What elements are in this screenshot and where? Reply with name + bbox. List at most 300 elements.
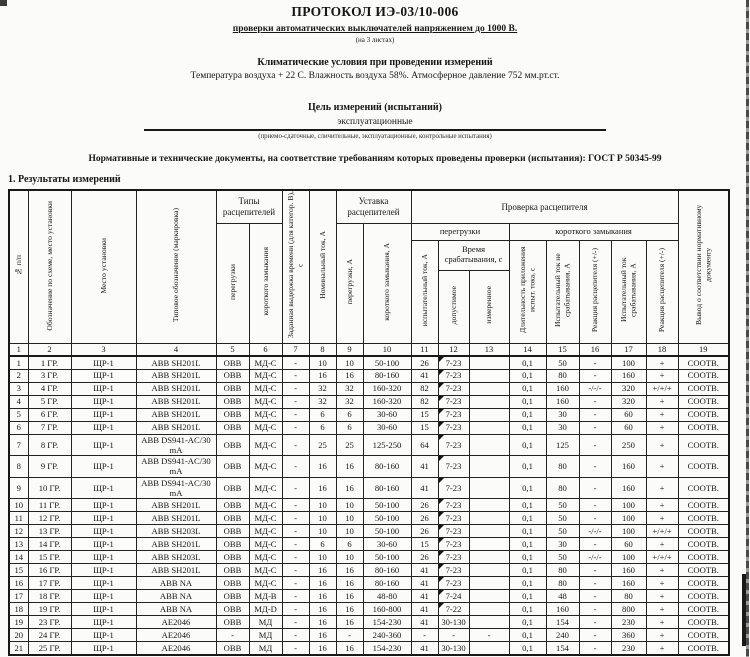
header-col17-label: Испытательный ток срабатывания, А — [619, 257, 638, 323]
table-cell: ABB DS941-AC/30 mA — [136, 456, 216, 478]
table-header — [9, 190, 729, 356]
table-cell: ОВВ — [216, 525, 249, 538]
table-cell: ОВВ — [216, 564, 249, 577]
table-cell: 10 — [309, 551, 336, 564]
table-cell: 16 — [336, 564, 363, 577]
table-cell: ABB SH201L — [136, 408, 216, 421]
table-cell: 50 — [546, 512, 579, 525]
table-cell: 30-60 — [363, 408, 411, 421]
table-cell: 16 ГР. — [28, 564, 71, 577]
table-cell: 30-130 — [438, 616, 469, 629]
table-cell: 60 — [611, 408, 646, 421]
table-cell: ABB SH201L — [136, 512, 216, 525]
table-cell: 10 — [336, 551, 363, 564]
table-cell: 154 — [546, 642, 579, 655]
table-cell: 0,1 — [509, 590, 546, 603]
table-cell — [469, 577, 509, 590]
table-cell: 16 — [336, 577, 363, 590]
table-cell: 25 — [336, 434, 363, 456]
table-cell: + — [646, 499, 678, 512]
column-number-row — [9, 343, 729, 356]
table-cell: 16 — [9, 577, 28, 590]
header-col12-allowed — [438, 270, 469, 343]
table-cell: СООТВ. — [678, 395, 729, 408]
table-cell: 48-80 — [363, 590, 411, 603]
table-cell: 6 — [309, 408, 336, 421]
table-cell: - — [282, 356, 309, 369]
table-cell: 125-250 — [363, 434, 411, 456]
table-cell: 6 — [336, 421, 363, 434]
table-cell: 32 — [336, 382, 363, 395]
table-cell: 30 — [546, 421, 579, 434]
table-cell: 250 — [611, 434, 646, 456]
table-cell: 10 — [309, 525, 336, 538]
table-cell: 10 — [309, 512, 336, 525]
table-cell: 0,1 — [509, 538, 546, 551]
table-cell — [469, 434, 509, 456]
column-number-cell: 16 — [579, 343, 611, 356]
table-cell: 64 — [411, 434, 438, 456]
table-cell: 50-100 — [363, 525, 411, 538]
column-number-cell: 13 — [469, 343, 509, 356]
page-subtitle: проверки автоматических выключателей напряжением до 1000 В. — [232, 24, 518, 34]
table-cell: 154 — [546, 616, 579, 629]
table-cell: 32 — [336, 395, 363, 408]
table-cell: - — [579, 538, 611, 551]
table-cell: 17 — [9, 590, 28, 603]
table-cell: 7-23 — [438, 577, 469, 590]
table-cell: 80-160 — [363, 477, 411, 499]
table-cell: + — [646, 395, 678, 408]
table-cell: + — [646, 356, 678, 369]
column-number-cell: 5 — [216, 343, 249, 356]
table-cell: 2 — [9, 369, 28, 382]
table-cell: 0,1 — [509, 408, 546, 421]
table-cell: 320 — [611, 395, 646, 408]
table-cell: ABB NA — [136, 603, 216, 616]
table-cell: ABB SH203L — [136, 551, 216, 564]
table-cell — [469, 382, 509, 395]
table-cell: ABB NA — [136, 577, 216, 590]
table-cell: 80 — [611, 590, 646, 603]
table-cell: 41 — [411, 456, 438, 478]
column-number-cell: 14 — [509, 343, 546, 356]
table-cell: 30-130 — [438, 642, 469, 655]
table-cell: + — [646, 577, 678, 590]
table-cell: 15 ГР. — [28, 551, 71, 564]
table-cell: - — [579, 408, 611, 421]
header-group-short-check: короткого замыкания — [509, 223, 678, 240]
table-cell: ABB NA — [136, 590, 216, 603]
table-cell: -/-/- — [579, 525, 611, 538]
table-cell: 100 — [611, 551, 646, 564]
table-cell: МД-С — [249, 525, 282, 538]
column-number-cell: 11 — [411, 343, 438, 356]
table-cell: - — [282, 382, 309, 395]
table-cell: ЩР-1 — [71, 525, 136, 538]
table-cell: 10 — [336, 499, 363, 512]
table-cell: + — [646, 603, 678, 616]
table-cell: ЩР-1 — [71, 512, 136, 525]
table-cell: ОВВ — [216, 369, 249, 382]
table-row — [9, 421, 729, 434]
table-cell: 10 — [336, 525, 363, 538]
table-cell: 41 — [411, 642, 438, 655]
page-title: ПРОТОКОЛ ИЭ-03/10-006 — [291, 4, 459, 19]
table-cell: 26 — [411, 512, 438, 525]
table-cell: 10 — [309, 356, 336, 369]
table-cell: - — [579, 499, 611, 512]
column-number-cell: 9 — [336, 343, 363, 356]
table-cell: 1 ГР. — [28, 356, 71, 369]
table-row — [9, 525, 729, 538]
table-cell: - — [282, 477, 309, 499]
table-cell: 100 — [611, 525, 646, 538]
table-cell: АЕ2046 — [136, 629, 216, 642]
table-cell: - — [336, 629, 363, 642]
table-cell: - — [282, 603, 309, 616]
column-number-cell: 8 — [309, 343, 336, 356]
table-cell: СООТВ. — [678, 456, 729, 478]
table-cell: ОВВ — [216, 456, 249, 478]
table-cell: 154-230 — [363, 616, 411, 629]
header-col4-type — [136, 190, 216, 343]
table-cell: 100 — [611, 512, 646, 525]
results-heading: 1. Результаты измерений — [8, 174, 121, 185]
header-col16-label: Реакция расцепителя (+/-) — [590, 248, 600, 333]
table-cell: 32 — [309, 382, 336, 395]
table-cell: 9 ГР. — [28, 456, 71, 478]
header-col1-label: № п/п — [14, 254, 23, 276]
table-cell: 7-23 — [438, 456, 469, 478]
sheets-note: (на 3 листах) — [355, 36, 395, 44]
header-group-time: Время срабатывания, с — [438, 240, 509, 270]
table-cell: СООТВ. — [678, 577, 729, 590]
table-cell: 16 — [309, 564, 336, 577]
table-cell: 16 — [336, 590, 363, 603]
table-cell: 30 — [546, 538, 579, 551]
table-cell: - — [282, 395, 309, 408]
table-cell: ОВВ — [216, 590, 249, 603]
table-cell: -/-/- — [579, 551, 611, 564]
table-row — [9, 477, 729, 499]
table-cell: 14 ГР. — [28, 538, 71, 551]
table-cell: 0,1 — [509, 629, 546, 642]
table-cell: - — [282, 512, 309, 525]
table-cell: 41 — [411, 369, 438, 382]
table-cell — [469, 499, 509, 512]
table-cell: СООТВ. — [678, 499, 729, 512]
header-col13-measured — [469, 270, 509, 343]
header-group-types: Типы расцепителей — [216, 190, 282, 223]
column-number-cell: 3 — [71, 343, 136, 356]
table-cell: ABB SH201L — [136, 382, 216, 395]
table-cell: 7-23 — [438, 369, 469, 382]
header-col12-label: допустимое — [448, 285, 458, 325]
table-cell: ABB SH201L — [136, 499, 216, 512]
column-number-cell: 4 — [136, 343, 216, 356]
table-cell: ЩР-1 — [71, 477, 136, 499]
table-cell: СООТВ. — [678, 356, 729, 369]
table-cell — [469, 356, 509, 369]
table-cell: - — [411, 629, 438, 642]
table-cell: 16 — [309, 616, 336, 629]
header-group-check: Проверка расцепителя — [411, 190, 678, 223]
table-cell — [469, 603, 509, 616]
table-cell: 0,1 — [509, 577, 546, 590]
table-cell: 16 — [336, 603, 363, 616]
table-cell — [469, 564, 509, 577]
table-cell: + — [646, 590, 678, 603]
table-cell: 160 — [611, 564, 646, 577]
table-cell: - — [282, 434, 309, 456]
table-cell: 16 — [336, 642, 363, 655]
table-row — [9, 616, 729, 629]
table-cell: - — [438, 629, 469, 642]
table-cell: ЩР-1 — [71, 603, 136, 616]
table-cell: ABB SH201L — [136, 421, 216, 434]
table-cell: - — [579, 629, 611, 642]
table-cell: + — [646, 421, 678, 434]
purpose-heading: Цель измерений (испытаний) — [307, 102, 443, 113]
table-cell: 0,1 — [509, 551, 546, 564]
table-cell: 80-160 — [363, 456, 411, 478]
table-cell: 160 — [611, 369, 646, 382]
header-col8-nominal — [309, 190, 336, 343]
table-cell: ОВВ — [216, 434, 249, 456]
table-cell: ЩР-1 — [71, 538, 136, 551]
table-cell: 15 — [411, 421, 438, 434]
table-cell: ABB SH201L — [136, 356, 216, 369]
table-cell: ОВВ — [216, 382, 249, 395]
table-cell: - — [579, 395, 611, 408]
table-cell: 0,1 — [509, 382, 546, 395]
header-col10-label: короткого замыкания, А — [382, 242, 392, 321]
table-cell: ЩР-1 — [71, 616, 136, 629]
table-cell: + — [646, 642, 678, 655]
table-row — [9, 551, 729, 564]
table-cell: ЩР-1 — [71, 629, 136, 642]
table-cell: ABB SH203L — [136, 525, 216, 538]
header-col11-test-current — [411, 240, 438, 343]
table-cell — [469, 538, 509, 551]
table-cell: ОВВ — [216, 477, 249, 499]
table-cell: 100 — [611, 356, 646, 369]
column-number-cell: 18 — [646, 343, 678, 356]
table-cell: 7-24 — [438, 590, 469, 603]
header-col6-short — [249, 223, 282, 343]
table-cell: - — [579, 616, 611, 629]
table-cell: 26 — [411, 551, 438, 564]
table-row — [9, 512, 729, 525]
table-cell: 30-60 — [363, 421, 411, 434]
table-cell: 0,1 — [509, 356, 546, 369]
table-cell: СООТВ. — [678, 603, 729, 616]
table-cell: 41 — [411, 616, 438, 629]
header-group-setting: Уставка расцепителей — [336, 190, 411, 223]
table-cell: СООТВ. — [678, 538, 729, 551]
table-cell: + — [646, 616, 678, 629]
table-cell — [469, 369, 509, 382]
table-cell: 16 — [336, 369, 363, 382]
table-cell: 11 — [9, 512, 28, 525]
table-cell: МД — [249, 629, 282, 642]
table-cell: - — [469, 629, 509, 642]
table-cell: ОВВ — [216, 616, 249, 629]
table-cell: 0,1 — [509, 369, 546, 382]
table-cell: ОВВ — [216, 356, 249, 369]
table-cell: 16 — [309, 477, 336, 499]
table-cell: 80 — [546, 456, 579, 478]
table-row — [9, 395, 729, 408]
table-cell: 0,1 — [509, 395, 546, 408]
table-cell: МД-С — [249, 456, 282, 478]
table-cell: СООТВ. — [678, 421, 729, 434]
table-cell: ABB SH201L — [136, 369, 216, 382]
table-row — [9, 382, 729, 395]
table-cell: ОВВ — [216, 395, 249, 408]
table-cell: 7-23 — [438, 564, 469, 577]
header-col18-reaction — [646, 240, 678, 343]
table-cell: ЩР-1 — [71, 382, 136, 395]
table-cell: 0,1 — [509, 525, 546, 538]
table-cell: ЩР-1 — [71, 577, 136, 590]
table-cell — [469, 408, 509, 421]
table-cell: - — [579, 421, 611, 434]
table-cell: 240-360 — [363, 629, 411, 642]
table-cell: ОВВ — [216, 538, 249, 551]
table-cell — [469, 477, 509, 499]
header-col11-label: испытательный ток, А — [419, 253, 429, 327]
header-group-overload-check: перегрузки — [411, 223, 509, 240]
table-cell: 26 — [411, 499, 438, 512]
table-cell: АЕ2046 — [136, 616, 216, 629]
table-cell: СООТВ. — [678, 382, 729, 395]
table-cell: ЩР-1 — [71, 499, 136, 512]
table-cell: 80-160 — [363, 577, 411, 590]
column-number-cell: 6 — [249, 343, 282, 356]
table-cell: 12 ГР. — [28, 512, 71, 525]
table-cell: 16 — [309, 456, 336, 478]
table-cell: - — [579, 356, 611, 369]
table-cell: - — [579, 477, 611, 499]
table-cell: - — [579, 603, 611, 616]
table-cell: 80 — [546, 564, 579, 577]
table-cell: 160 — [546, 395, 579, 408]
table-cell: ABB DS941-AC/30 mA — [136, 434, 216, 456]
column-number-cell: 12 — [438, 343, 469, 356]
table-cell: 360 — [611, 629, 646, 642]
table-cell: МД-С — [249, 356, 282, 369]
table-cell: - — [282, 551, 309, 564]
table-cell: 80 — [546, 577, 579, 590]
table-cell: 6 — [9, 421, 28, 434]
table-cell: 15 — [411, 408, 438, 421]
table-cell: +/+/+ — [646, 382, 678, 395]
table-cell: 10 — [336, 512, 363, 525]
table-cell: 0,1 — [509, 642, 546, 655]
table-cell: ЩР-1 — [71, 369, 136, 382]
table-cell: 10 ГР. — [28, 477, 71, 499]
table-cell: 160-320 — [363, 382, 411, 395]
table-cell: 7-23 — [438, 525, 469, 538]
table-cell: СООТВ. — [678, 434, 729, 456]
table-cell: 5 — [9, 408, 28, 421]
table-cell — [469, 551, 509, 564]
climate-conditions: Температура воздуха + 22 С. Влажность воздуха 58%. Атмосферное давление 752 мм.рт.ст. — [190, 71, 560, 81]
header-col2-designation — [28, 190, 71, 343]
table-cell: 6 ГР. — [28, 408, 71, 421]
normative-documents: Нормативные и технические документы, на соответствие требованиям которых проведены проверки (испытания): ГОСТ Р 50345-99 — [88, 154, 662, 164]
table-cell: 7-23 — [438, 477, 469, 499]
table-cell: + — [646, 369, 678, 382]
header-col5-label: перегрузки — [227, 263, 237, 300]
table-cell: 50-100 — [363, 512, 411, 525]
table-cell: 0,1 — [509, 499, 546, 512]
header-col6-label: короткого замыкания — [260, 247, 270, 316]
table-cell: СООТВ. — [678, 525, 729, 538]
table-cell: 41 — [411, 603, 438, 616]
table-cell: 3 ГР. — [28, 369, 71, 382]
table-row — [9, 629, 729, 642]
climate-heading: Климатические условия при проведении измерений — [257, 57, 493, 68]
table-cell: + — [646, 564, 678, 577]
table-cell: ЩР-1 — [71, 551, 136, 564]
table-cell: +/+/+ — [646, 525, 678, 538]
table-cell: 16 — [309, 590, 336, 603]
table-row — [9, 434, 729, 456]
table-cell: ОВВ — [216, 642, 249, 655]
table-cell: СООТВ. — [678, 408, 729, 421]
column-number-cell: 19 — [678, 343, 729, 356]
table-cell: 80 — [546, 369, 579, 382]
table-cell: 41 — [411, 577, 438, 590]
header-col17-trip-current — [611, 240, 646, 343]
table-row — [9, 538, 729, 551]
header-col18-label: Реакция расцепителя (+/-) — [657, 248, 667, 333]
table-cell: 800 — [611, 603, 646, 616]
table-cell: 50 — [546, 356, 579, 369]
table-cell: ЩР-1 — [71, 590, 136, 603]
table-cell: 7-23 — [438, 382, 469, 395]
header-col14-label: Длительность приложения испыт. тока, с — [518, 246, 537, 334]
table-cell: 4 — [9, 395, 28, 408]
table-cell: 320 — [611, 382, 646, 395]
table-cell: 0,1 — [509, 616, 546, 629]
table-cell: 7-23 — [438, 408, 469, 421]
table-cell: 5 ГР. — [28, 395, 71, 408]
table-cell: 16 — [309, 603, 336, 616]
table-cell: - — [579, 564, 611, 577]
table-cell: 9 — [9, 477, 28, 499]
table-cell: СООТВ. — [678, 369, 729, 382]
table-cell: 18 — [9, 603, 28, 616]
table-cell: ЩР-1 — [71, 421, 136, 434]
table-cell — [469, 525, 509, 538]
table-cell: 15 — [411, 538, 438, 551]
table-cell: - — [579, 369, 611, 382]
header-col2-label: Обозначение по схеме, место установки — [44, 200, 54, 331]
table-cell: МД-D — [249, 603, 282, 616]
table-cell: 60 — [611, 421, 646, 434]
table-row — [9, 499, 729, 512]
column-number-cell: 1 — [9, 343, 28, 356]
table-cell: 13 — [9, 538, 28, 551]
purpose-options: (приемо-сдаточные, сличительные, эксплуатационные, контрольные испытания) — [258, 133, 492, 140]
table-row — [9, 408, 729, 421]
table-cell: 0,1 — [509, 421, 546, 434]
column-number-cell: 10 — [363, 343, 411, 356]
